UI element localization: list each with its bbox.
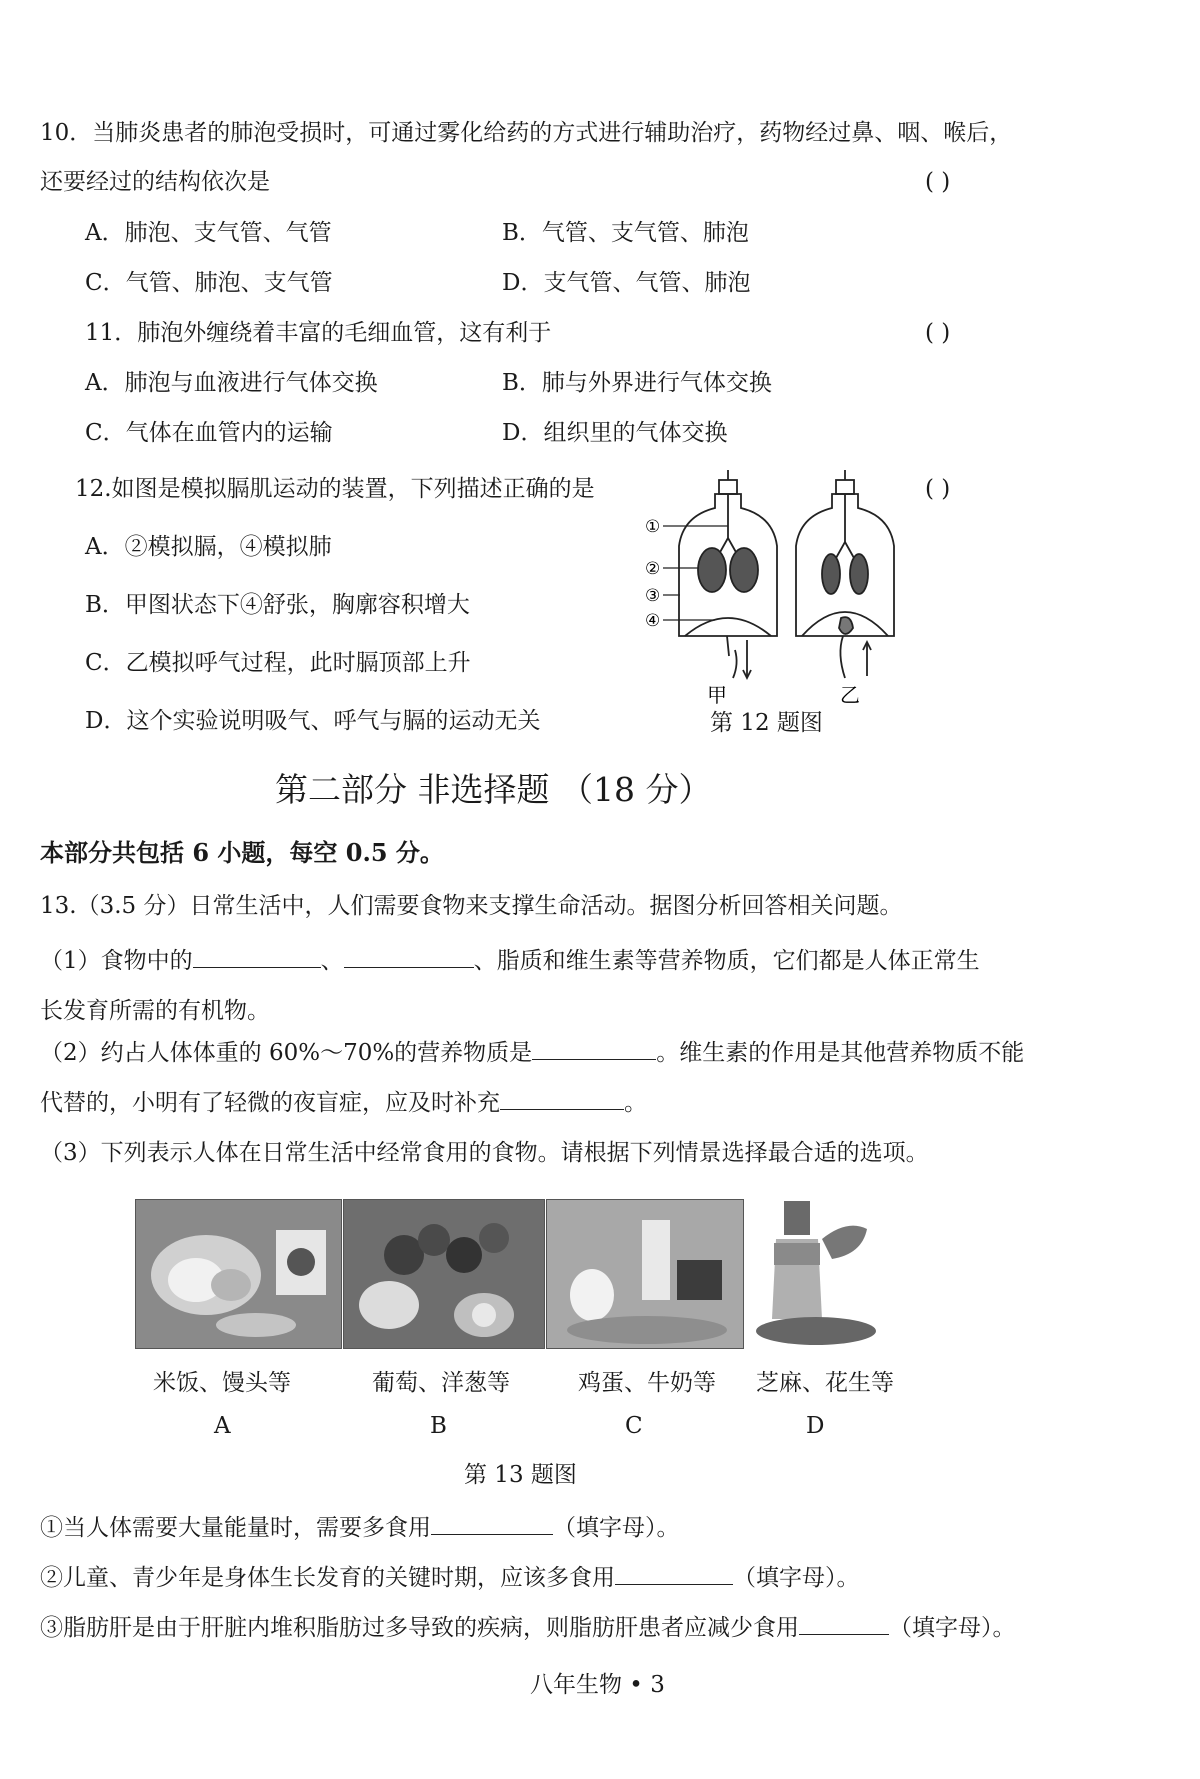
food-photo-d	[752, 1199, 880, 1347]
food-caption-a: 米饭、馒头等	[153, 1370, 291, 1396]
q11-answer-paren[interactable]: ( )	[925, 320, 951, 346]
q12-option-b[interactable]: B．甲图状态下④舒张，胸廓容积增大	[85, 592, 470, 618]
q13-blank-2[interactable]	[344, 945, 474, 968]
marker-1: ①	[645, 517, 661, 537]
q13-scenario-2	[40, 1562, 860, 1593]
food-letter-a: A	[214, 1413, 231, 1439]
part2-title: 第二部分 非选择题 （18 分）	[275, 770, 712, 809]
q13-figure-caption: 第 13 题图	[464, 1462, 577, 1488]
q13-s1-text-b: （填字母）。	[553, 1515, 680, 1541]
marker-2: ②	[645, 559, 661, 579]
q12-option-d[interactable]: D．这个实验说明吸气、呼气与膈的运动无关	[85, 708, 541, 734]
food-caption-c: 鸡蛋、牛奶等	[578, 1370, 716, 1396]
q13-p2-text-d: 。	[624, 1090, 647, 1116]
q13-scenario-3	[40, 1612, 1016, 1643]
food-photo-c	[546, 1199, 744, 1349]
q13-p2-text-c: 代替的，小明有了轻微的夜盲症，应及时补充	[40, 1090, 500, 1116]
page-footer: 八年生物 • 3	[530, 1672, 665, 1698]
q10-option-b[interactable]: B．气管、支气管、肺泡	[502, 220, 749, 246]
q13-s3-text-b: （填字母）。	[889, 1615, 1016, 1641]
q13-part2-line2	[40, 1087, 647, 1118]
food-letter-c: C	[625, 1413, 643, 1439]
q13-p3: （3）下列表示人体在日常生活中经常食用的食物。请根据下列情景选择最合适的选项。	[40, 1140, 929, 1166]
q10-stem-line1: 10．当肺炎患者的肺泡受损时，可通过雾化给药的方式进行辅助治疗，药物经过鼻、咽、喉后，	[40, 120, 1013, 146]
q13-blank-1[interactable]	[193, 945, 321, 968]
q11-stem: 11．肺泡外缠绕着丰富的毛细血管，这有利于	[85, 320, 552, 346]
part2-note: 本部分共包括 6 小题，每空 0.5 分。	[40, 838, 444, 867]
q11-option-c[interactable]: C．气体在血管内的运输	[85, 420, 333, 446]
q10-answer-paren[interactable]: ( )	[925, 169, 951, 195]
q12-figure-caption: 第 12 题图	[710, 710, 823, 736]
bell-jar-left	[679, 470, 777, 678]
q11-option-d[interactable]: D．组织里的气体交换	[502, 420, 728, 446]
food-caption-b: 葡萄、洋葱等	[372, 1370, 510, 1396]
bell-jar-right	[796, 470, 894, 678]
q13-blank-6[interactable]	[615, 1562, 733, 1585]
q10-option-c[interactable]: C．气管、肺泡、支气管	[85, 270, 333, 296]
q13-part1-line1	[40, 945, 980, 976]
q13-p2-text-a: （2）约占人体体重的 60%～70%的营养物质是	[40, 1040, 533, 1066]
food-letter-d: D	[806, 1413, 825, 1439]
q13-blank-3[interactable]	[532, 1037, 656, 1060]
figure-label-left: 甲	[707, 683, 727, 707]
food-letter-b: B	[430, 1413, 447, 1439]
q13-blank-5[interactable]	[431, 1512, 553, 1535]
q13-blank-4[interactable]	[500, 1087, 624, 1110]
q10-option-d[interactable]: D．支气管、气管、肺泡	[502, 270, 751, 296]
q12-answer-paren[interactable]: ( )	[925, 476, 951, 502]
diaphragm-model-figure	[645, 468, 905, 714]
q11-option-b[interactable]: B．肺与外界进行气体交换	[502, 370, 772, 396]
egg-milk-image	[547, 1200, 743, 1348]
figure-label-right: 乙	[840, 683, 860, 707]
q13-p1-sep: 、	[320, 948, 344, 974]
q10-stem-line2: 还要经过的结构依次是	[40, 169, 270, 195]
marker-3: ③	[645, 586, 661, 606]
marker-4: ④	[645, 611, 661, 631]
food-photo-b	[343, 1199, 545, 1349]
q13-stem: 13.（3.5 分）日常生活中，人们需要食物来支撑生命活动。据图分析回答相关问题。	[40, 893, 903, 919]
q13-s2-text-a: ②儿童、青少年是身体生长发育的关键时期，应该多食用	[40, 1565, 615, 1591]
q13-s2-text-b: （填字母）。	[733, 1565, 860, 1591]
food-caption-d: 芝麻、花生等	[756, 1370, 894, 1396]
sesame-peanut-image	[752, 1199, 880, 1347]
q13-scenario-1	[40, 1512, 680, 1543]
grape-onion-image	[344, 1200, 544, 1348]
q11-option-a[interactable]: A．肺泡与血液进行气体交换	[85, 370, 378, 396]
q13-s3-text-a: ③脂肪肝是由于肝脏内堆积脂肪过多导致的疾病，则脂肪肝患者应减少食用	[40, 1615, 799, 1641]
q13-p1-text-a: （1）食物中的	[40, 948, 193, 974]
q13-blank-7[interactable]	[799, 1612, 889, 1635]
q13-p1-text-b: 、脂质和维生素等营养物质，它们都是人体正常生	[473, 948, 980, 974]
q10-option-a[interactable]: A．肺泡、支气管、气管	[85, 220, 332, 246]
q13-p2-text-b: 。维生素的作用是其他营养物质不能	[656, 1040, 1025, 1066]
food-photo-a	[135, 1199, 342, 1349]
diaphragm-model-drawing	[645, 468, 905, 708]
q13-s1-text-a: ①当人体需要大量能量时，需要多食用	[40, 1515, 431, 1541]
q12-option-c[interactable]: C．乙模拟呼气过程，此时膈顶部上升	[85, 650, 471, 676]
rice-bread-image	[136, 1200, 341, 1348]
q12-stem: 12.如图是模拟膈肌运动的装置，下列描述正确的是	[75, 476, 595, 502]
q12-option-a[interactable]: A．②模拟膈，④模拟肺	[85, 534, 332, 560]
q13-part2-line1	[40, 1037, 1024, 1068]
q13-p1-text-c: 长发育所需的有机物。	[40, 998, 270, 1024]
